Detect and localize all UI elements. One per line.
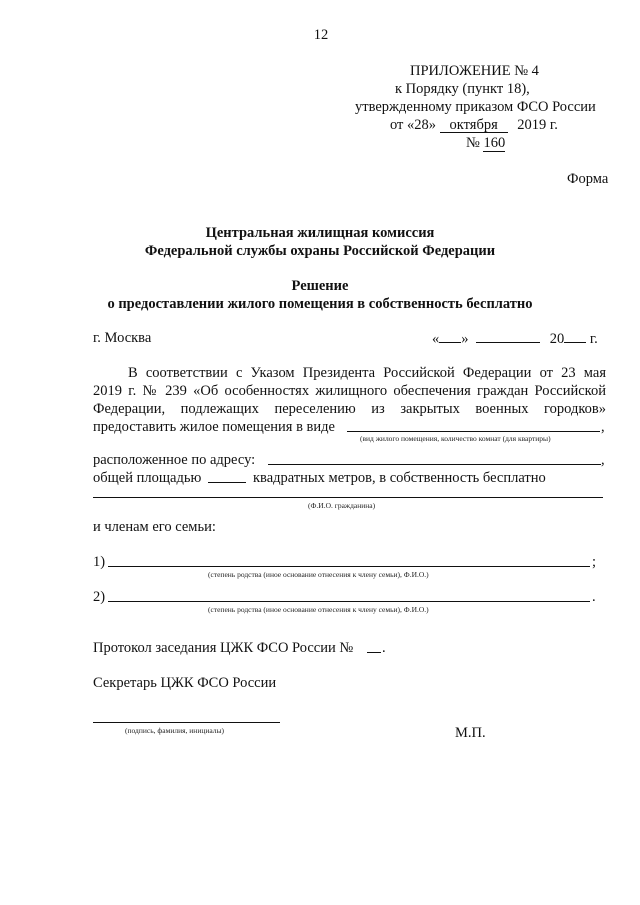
family-member-1-caption: (степень родства (иное основание отнесения к члену семьи), Ф.И.О.) (208, 570, 429, 579)
address-label: расположенное по адресу: (93, 452, 256, 468)
area-label: общей площадью (93, 470, 202, 486)
date-month-blank (476, 330, 540, 343)
area-field[interactable] (208, 482, 246, 483)
appendix-date (390, 117, 558, 134)
date-year-blank (564, 330, 586, 343)
appendix-number-value: 160 (483, 135, 506, 151)
appendix-date-day: от «28» (390, 117, 437, 133)
citizen-name-caption: (Ф.И.О. гражданина) (308, 501, 376, 510)
place-label: г. Москва (93, 330, 152, 346)
family-member-2-caption: (степень родства (иное основание отнесения к члену семьи), Ф.И.О.) (208, 605, 429, 614)
area-text: квадратных метров, в собственность бесплатно (253, 470, 546, 486)
appendix-date-year: 2019 г. (517, 117, 558, 133)
signature-field[interactable] (93, 722, 280, 723)
form-label: Форма (567, 171, 609, 187)
address-comma: , (601, 452, 605, 468)
date-open-quote: « (432, 331, 440, 347)
commission-name: Центральная жилищная комиссия (205, 225, 435, 241)
family-item-2-end: . (592, 589, 596, 605)
protocol-label: Протокол заседания ЦЖК ФСО России № (93, 640, 354, 656)
citizen-name-field[interactable] (93, 497, 603, 498)
protocol-end: . (382, 640, 386, 656)
family-item-2-number: 2) (93, 589, 106, 605)
date-template (432, 330, 598, 348)
appendix-number-sign: № (466, 135, 480, 151)
family-item-1-number: 1) (93, 554, 106, 570)
protocol-number-field[interactable] (367, 652, 381, 653)
body-line-1: В соответствии с Указом Президента Российской Федерации от 23 мая (128, 365, 606, 381)
appendix-reference: к Порядку (пункт 18), (395, 81, 530, 97)
body-line-4: предоставить жилое помещения в виде (93, 419, 335, 435)
body-line-3: Федерации, подлежащих переселению из закрытых военных городков» (93, 401, 606, 417)
address-field[interactable] (268, 464, 601, 465)
signature-caption: (подпись, фамилия, инициалы) (125, 726, 225, 735)
family-member-2-field[interactable] (108, 601, 590, 602)
date-day-blank (439, 330, 461, 343)
body-line-4-comma: , (601, 419, 605, 435)
appendix-approved-by: утвержденному приказом ФСО России (355, 99, 596, 115)
family-item-1-end: ; (592, 554, 597, 570)
family-member-1-field[interactable] (108, 566, 590, 567)
page-number: 12 (313, 27, 329, 43)
date-year-prefix: 20 (549, 331, 565, 347)
housing-type-field[interactable] (347, 431, 600, 432)
decision-title: Решение (291, 278, 349, 294)
body-line-2: 2019 г. № 239 «Об особенностях жилищного обеспечения граждан Российской (93, 383, 606, 399)
appendix-title: ПРИЛОЖЕНИЕ № 4 (410, 63, 539, 79)
service-name: Федеральной службы охраны Российской Федерации (144, 243, 496, 259)
housing-type-caption: (вид жилого помещения, количество комнат (для квартиры) (360, 434, 551, 443)
decision-subtitle: о предоставлении жилого помещения в собственность бесплатно (107, 296, 533, 312)
date-close-quote: » (461, 331, 469, 347)
appendix-date-month: октября (440, 118, 508, 133)
appendix-number (466, 135, 505, 152)
date-year-suffix: г. (589, 331, 598, 347)
secretary-label: Секретарь ЦЖК ФСО России (93, 675, 277, 691)
seal-label: М.П. (455, 725, 486, 741)
family-label: и членам его семьи: (93, 519, 216, 535)
